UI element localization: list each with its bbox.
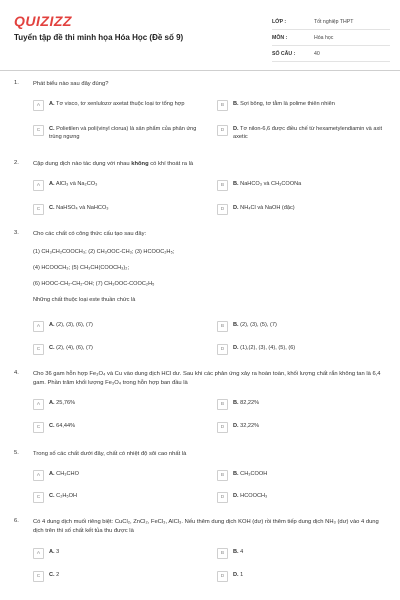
worksheet-info-table — [272, 14, 390, 62]
question-text: Cho 36 gam hỗn hợp Fe₃O₄ và Cu vào dung dịch HCl dư. Sau khi các phản ứng xảy ra hoàn toàn, khối lượng chất rắn không tan là 6,4 gam. Phần trăm khối lượng Fe₃O₄ trong hỗn hợp ban đầu là — [33, 371, 381, 386]
option-a[interactable] — [33, 399, 203, 410]
option-text: A. (2), (3), (6), (7) — [49, 322, 93, 328]
option-d[interactable] — [217, 204, 385, 215]
option-d[interactable] — [217, 125, 385, 141]
option-text: B. (2), (3), (5), (7) — [233, 322, 277, 328]
option-text: A. CH₃CHO — [49, 471, 79, 477]
question-text: Có 4 dung dịch muối riêng biệt: CuCl₂, ZnCl₂, FeCl₃, AlCl₃. Nếu thêm dung dịch KOH (dư) rồi thêm tiếp dung dịch NH₃ (dư) vào 4 dung dịch trên thì số chất kết tủa thu được là — [33, 519, 379, 534]
option-letter-badge: C — [33, 571, 44, 582]
option-text: A. Tơ visco, tơ xenlulozơ axetat thuộc loại tơ tổng hợp — [49, 101, 185, 107]
option-letter-badge: C — [33, 344, 44, 355]
option-letter-badge: D — [217, 492, 228, 503]
option-letter-badge: B — [217, 399, 228, 410]
option-letter-badge: B — [217, 180, 228, 191]
question-number: 2. — [14, 160, 19, 166]
option-b[interactable] — [217, 321, 385, 332]
option-b[interactable] — [217, 548, 385, 559]
option-letter-badge: A — [33, 399, 44, 410]
option-text: D. (1),(2), (3), (4), (5), (6) — [233, 345, 296, 351]
question-number: 6. — [14, 518, 19, 524]
option-text: C. (2), (4), (6), (7) — [49, 345, 93, 351]
option-letter-badge: D — [217, 344, 228, 355]
option-d[interactable] — [217, 492, 385, 503]
option-letter-badge: D — [217, 125, 228, 136]
info-row-count — [272, 46, 390, 62]
option-text: B. 4 — [233, 549, 244, 555]
option-b[interactable] — [217, 470, 385, 481]
option-text: D. 1 — [233, 572, 244, 578]
info-value: 40 — [314, 50, 320, 57]
option-letter-badge: C — [33, 125, 44, 136]
question-number: 5. — [14, 450, 19, 456]
option-c[interactable] — [33, 204, 203, 215]
compound-list-line: (1) CH₃CH₂COOCH₃; (2) CH₃OOC-CH₃; (3) HCOOC₂H₅; — [33, 249, 175, 255]
header-divider — [0, 70, 400, 71]
option-text: A. 25,76% — [49, 400, 76, 406]
option-b[interactable] — [217, 100, 385, 111]
question-3 — [14, 230, 390, 360]
question-5 — [14, 450, 390, 510]
worksheet-header — [0, 0, 400, 70]
question-6 — [14, 518, 390, 594]
quizizz-logo: QUIZIZZ — [14, 13, 72, 29]
option-d[interactable] — [217, 571, 385, 582]
info-row-subject — [272, 30, 390, 46]
question-number: 3. — [14, 230, 19, 236]
option-letter-badge: B — [217, 100, 228, 111]
option-b[interactable] — [217, 180, 385, 191]
option-letter-badge: B — [217, 548, 228, 559]
option-text: C. Polietilen và poli(vinyl clorua) là sản phẩm của phản ứng trùng ngưng — [49, 126, 197, 140]
option-letter-badge: D — [217, 422, 228, 433]
option-letter-badge: C — [33, 204, 44, 215]
option-text: A. AlCl₃ và Na₂CO₃ — [49, 181, 98, 187]
option-letter-badge: A — [33, 321, 44, 332]
option-letter-badge: A — [33, 180, 44, 191]
option-c[interactable] — [33, 422, 203, 433]
option-a[interactable] — [33, 180, 203, 191]
option-text: B. CH₃COOH — [233, 471, 268, 477]
option-a[interactable] — [33, 470, 203, 481]
option-text: D. NH₄Cl và NaOH (đặc) — [233, 205, 295, 211]
question-text: Cho các chất có công thức cấu tạo sau đây: — [33, 231, 147, 237]
info-value: Tốt nghiệp THPT — [314, 18, 354, 25]
info-key: SỐ CÂU : — [272, 50, 296, 57]
option-a[interactable] — [33, 100, 203, 111]
option-text: C. NaHSO₄ và NaHCO₃ — [49, 205, 109, 211]
option-letter-badge: C — [33, 492, 44, 503]
question-number: 1. — [14, 80, 19, 86]
question-prompt-line: Những chất thuộc loại este thuần chức là — [33, 297, 136, 303]
option-letter-badge: A — [33, 470, 44, 481]
option-letter-badge: A — [33, 548, 44, 559]
option-text: C. 64,44% — [49, 423, 76, 429]
worksheet-title: Tuyển tập đề thi minh họa Hóa Học (Đề số 9) — [14, 33, 184, 42]
info-key: LỚP : — [272, 18, 287, 25]
question-1 — [14, 80, 390, 150]
option-letter-badge: D — [217, 204, 228, 215]
option-text: D. 32,22% — [233, 423, 260, 429]
option-c[interactable] — [33, 571, 203, 582]
question-text: Trong số các chất dưới đây, chất có nhiệt độ sôi cao nhất là — [33, 451, 187, 457]
option-text: C. C₂H₅OH — [49, 493, 78, 499]
option-b[interactable] — [217, 399, 385, 410]
option-letter-badge: D — [217, 571, 228, 582]
question-4 — [14, 370, 390, 440]
option-text: B. Sợi bông, tơ tằm là polime thiên nhiên — [233, 101, 335, 107]
option-text: B. 82,22% — [233, 400, 260, 406]
compound-list-line: (4) HCOOCH₃; (5) CH₃CH(COOCH₃)₂; — [33, 265, 130, 271]
option-d[interactable] — [217, 422, 385, 433]
option-letter-badge: C — [33, 422, 44, 433]
option-text: D. HCOOCH₃ — [233, 493, 268, 499]
info-key: MÔN : — [272, 34, 288, 41]
info-value: Hóa học — [314, 34, 334, 41]
option-c[interactable] — [33, 492, 203, 503]
option-text: D. Tơ nilon-6,6 được điều chế từ hexametylendiamin và axit axetic — [233, 126, 383, 140]
option-text: A. 3 — [49, 549, 60, 555]
question-2 — [14, 160, 390, 220]
option-d[interactable] — [217, 344, 385, 355]
option-a[interactable] — [33, 548, 203, 559]
option-letter-badge: A — [33, 100, 44, 111]
question-text: Phát biểu nào sau đây đúng? — [33, 81, 109, 87]
question-text: Cặp dung dịch nào tác dụng với nhau không có khí thoát ra là — [33, 161, 194, 167]
option-letter-badge: B — [217, 321, 228, 332]
option-c[interactable] — [33, 344, 203, 355]
info-row-class — [272, 14, 390, 30]
option-c[interactable] — [33, 125, 203, 141]
option-a[interactable] — [33, 321, 203, 332]
option-letter-badge: B — [217, 470, 228, 481]
option-text: C. 2 — [49, 572, 60, 578]
compound-list-line: (6) HOOC-CH₂-CH₂-OH; (7) CH₃OOC-COOC₂H₅ — [33, 281, 155, 287]
question-number: 4. — [14, 370, 19, 376]
option-text: B. NaHCO₃ và CH₃COONa — [233, 181, 302, 187]
